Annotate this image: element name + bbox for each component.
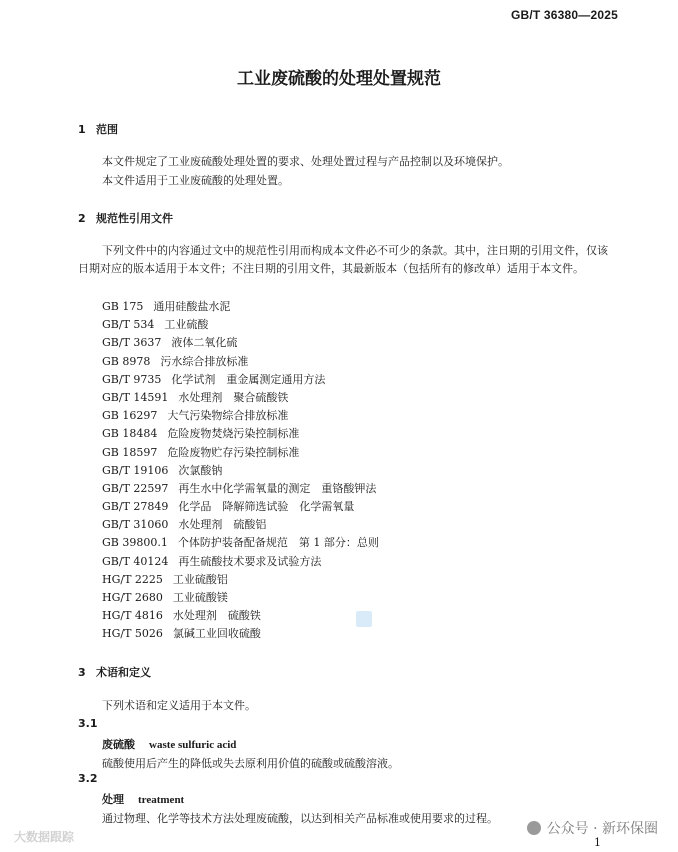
reference-name: 次氯酸钠 xyxy=(178,463,223,477)
reference-code: GB/T 22597 xyxy=(102,481,169,495)
reference-item xyxy=(102,534,379,552)
reference-code: GB/T 3637 xyxy=(102,336,162,350)
section-number: 1 xyxy=(78,123,86,136)
reference-code: GB 8978 xyxy=(102,354,151,368)
reference-item xyxy=(102,353,379,371)
term-number: 3.1 xyxy=(78,717,98,730)
reference-item xyxy=(102,480,379,498)
section-number: 2 xyxy=(78,212,86,225)
standard-code: GB/T 36380—2025 xyxy=(510,8,618,22)
reference-code: GB 18484 xyxy=(102,427,158,441)
reference-name: 再生水中化学需氧量的测定 重铬酸钾法 xyxy=(178,481,377,495)
reference-code: GB/T 31060 xyxy=(102,518,169,532)
section-2-heading xyxy=(78,210,173,226)
section-3-paragraph-1: 下列术语和定义适用于本文件。 xyxy=(102,699,256,712)
reference-code: HG/T 5026 xyxy=(102,627,163,641)
reference-name: 再生硫酸技术要求及试验方法 xyxy=(178,554,322,568)
reference-code: GB/T 9735 xyxy=(102,372,162,386)
reference-code: GB 175 xyxy=(102,300,144,313)
reference-code: GB/T 27849 xyxy=(102,500,169,514)
term-number: 3.2 xyxy=(78,772,98,785)
reference-name: 污水综合排放标准 xyxy=(160,354,249,368)
reference-item xyxy=(102,498,379,516)
term-en: treatment xyxy=(138,794,185,806)
page-number: 1 xyxy=(594,836,601,849)
reference-code: GB 39800.1 xyxy=(102,536,168,550)
reference-name: 危险废物贮存污染控制标准 xyxy=(167,445,300,459)
reference-code: GB 18597 xyxy=(102,445,158,459)
term-definition: 硫酸使用后产生的降低或失去原利用价值的硫酸或硫酸溶液。 xyxy=(102,757,399,770)
reference-item xyxy=(102,316,379,334)
section-2-paragraph-1: 下列文件中的内容通过文中的规范性引用而构成本文件必不可少的条款。其中，注日期的引用文件，仅该日期对应的版本适用于本文件；不注日期的引用文件，其最新版本（包括所有的修改单）适用于本文件。 xyxy=(78,244,608,275)
term-heading xyxy=(102,736,236,752)
reference-name: 化学试剂 重金属测定通用方法 xyxy=(171,372,326,386)
reference-code: GB/T 19106 xyxy=(102,463,169,477)
term-heading xyxy=(102,791,184,807)
reference-item xyxy=(102,407,379,425)
section-title: 术语和定义 xyxy=(96,666,151,679)
reference-name: 化学品 降解筛选试验 化学需氧量 xyxy=(178,500,355,514)
reference-name: 个体防护装备配备规范 第 1 部分：总则 xyxy=(177,536,379,550)
normative-reference-list xyxy=(102,298,379,644)
reference-item xyxy=(102,425,379,443)
reference-code: GB/T 14591 xyxy=(102,390,169,404)
section-number: 3 xyxy=(78,666,86,679)
reference-name: 危险废物焚烧污染控制标准 xyxy=(167,427,300,441)
reference-code: HG/T 4816 xyxy=(102,609,163,623)
reference-code: GB 16297 xyxy=(102,409,158,423)
reference-name: 工业硫酸镁 xyxy=(172,591,228,604)
section-title: 规范性引用文件 xyxy=(96,212,173,225)
reference-name: 水处理剂 聚合硫酸铁 xyxy=(178,390,289,404)
section-1-paragraph-2: 本文件适用于工业废硫酸的处理处置。 xyxy=(102,174,289,187)
reference-name: 工业硫酸铝 xyxy=(172,572,228,586)
reference-item xyxy=(102,462,379,480)
reference-name: 液体二氧化硫 xyxy=(171,336,238,350)
reference-name: 氯碱工业回收硫酸 xyxy=(172,627,261,641)
reference-item xyxy=(102,444,379,462)
reference-code: GB/T 40124 xyxy=(102,554,169,568)
reference-item xyxy=(102,298,379,316)
reference-name: 水处理剂 硫酸铝 xyxy=(178,518,267,532)
term-en: waste sulfuric acid xyxy=(149,739,237,751)
reference-code: HG/T 2225 xyxy=(102,572,163,586)
reference-item xyxy=(102,516,379,534)
reference-item xyxy=(102,571,379,589)
reference-name: 大气污染物综合排放标准 xyxy=(167,409,289,423)
reference-code: HG/T 2680 xyxy=(102,591,163,604)
wechat-icon xyxy=(527,821,541,835)
section-title: 范围 xyxy=(96,123,118,136)
reference-item xyxy=(102,334,379,352)
term-definition: 通过物理、化学等技术方法处理废硫酸，以达到相关产品标准或使用要求的过程。 xyxy=(102,812,498,825)
term-zh: 废硫酸 xyxy=(102,738,135,751)
section-1-heading xyxy=(78,121,118,137)
watermark-icon xyxy=(356,611,372,627)
watermark-right xyxy=(527,818,658,838)
reference-item xyxy=(102,625,379,643)
reference-name: 水处理剂 硫酸铁 xyxy=(172,609,261,623)
watermark-left: 大数据跟踪 xyxy=(14,830,75,844)
reference-item xyxy=(102,389,379,407)
reference-item xyxy=(102,553,379,571)
watermark-right-text: 公众号 · 新环保圈 xyxy=(546,821,658,837)
reference-item xyxy=(102,607,379,625)
reference-name: 工业硫酸 xyxy=(164,318,209,332)
document-title: 工业废硫酸的处理处置规范 xyxy=(237,69,441,89)
reference-item xyxy=(102,589,379,607)
term-zh: 处理 xyxy=(102,793,124,806)
section-1-paragraph-1: 本文件规定了工业废硫酸处理处置的要求、处理处置过程与产品控制以及环境保护。 xyxy=(102,155,509,168)
reference-item xyxy=(102,371,379,389)
section-3-heading xyxy=(78,664,151,680)
reference-name: 通用硅酸盐水泥 xyxy=(153,300,231,313)
reference-code: GB/T 534 xyxy=(102,318,155,332)
